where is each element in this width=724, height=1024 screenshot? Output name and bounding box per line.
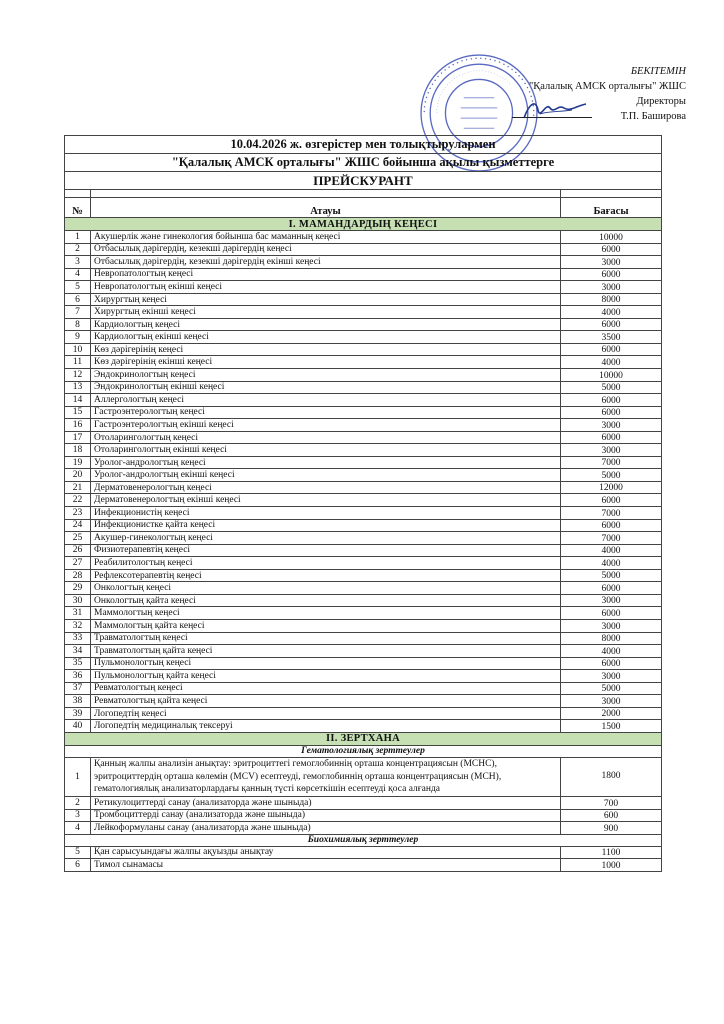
service-price: 1500 bbox=[561, 720, 662, 733]
row-number: 19 bbox=[65, 456, 91, 469]
service-name: Травматологтың кеңесі bbox=[91, 632, 561, 645]
section-specialist-consultations-title: I. МАМАНДАРДЫҢ КЕҢЕСІ bbox=[65, 218, 662, 231]
svg-text:• • • • • • • • • • • • • • •: • • • • • • • • • • • • • • • • • • • • • • • • • • • • • • • • • • • • • bbox=[422, 56, 536, 117]
subsection-biochemistry bbox=[65, 834, 662, 846]
service-price: 6000 bbox=[561, 243, 662, 256]
table-row bbox=[65, 720, 662, 733]
section-specialist-consultations bbox=[65, 218, 662, 231]
service-name: Гастроэнтерологтың екінші кеңесі bbox=[91, 419, 561, 432]
service-price: 1800 bbox=[561, 757, 662, 796]
service-price: 6000 bbox=[561, 343, 662, 356]
table-row bbox=[65, 431, 662, 444]
table-row bbox=[65, 519, 662, 532]
service-price: 3500 bbox=[561, 331, 662, 344]
service-price: 900 bbox=[561, 822, 662, 835]
service-name: Кардиологтың кеңесі bbox=[91, 318, 561, 331]
table-row bbox=[65, 544, 662, 557]
table-row bbox=[65, 619, 662, 632]
row-number: 4 bbox=[65, 822, 91, 835]
service-name: Логопедтің кеңесі bbox=[91, 707, 561, 720]
table-row bbox=[65, 796, 662, 809]
service-name: Логопедтің медициналық тексеруі bbox=[91, 720, 561, 733]
row-number: 36 bbox=[65, 670, 91, 683]
service-name: Отбасылық дәрігердің, кезекші дәрігердің кеңесі bbox=[91, 243, 561, 256]
row-number: 21 bbox=[65, 481, 91, 494]
service-name: Ретикулоциттерді санау (анализаторда және шыныда) bbox=[91, 796, 561, 809]
service-name: Кардиологтың екінші кеңесі bbox=[91, 331, 561, 344]
service-price: 6000 bbox=[561, 406, 662, 419]
table-row bbox=[65, 306, 662, 319]
row-number: 39 bbox=[65, 707, 91, 720]
row-number: 27 bbox=[65, 557, 91, 570]
service-price: 6000 bbox=[561, 318, 662, 331]
service-name: Маммологтың қайта кеңесі bbox=[91, 619, 561, 632]
service-price: 6000 bbox=[561, 607, 662, 620]
subsection-hematology bbox=[65, 745, 662, 757]
service-name: Инфекционистің кеңесі bbox=[91, 507, 561, 520]
service-name: Онкологтың кеңесі bbox=[91, 582, 561, 595]
signature bbox=[520, 96, 590, 124]
table-row bbox=[65, 645, 662, 658]
service-name: Инфекционистке қайта кеңесі bbox=[91, 519, 561, 532]
row-number: 14 bbox=[65, 394, 91, 407]
row-number: 37 bbox=[65, 682, 91, 695]
service-price: 6000 bbox=[561, 494, 662, 507]
table-row bbox=[65, 394, 662, 407]
service-price: 4000 bbox=[561, 544, 662, 557]
service-name: Уролог-андрологтың екінші кеңесі bbox=[91, 469, 561, 482]
row-number: 17 bbox=[65, 431, 91, 444]
row-number: 7 bbox=[65, 306, 91, 319]
row-number: 16 bbox=[65, 419, 91, 432]
service-name: Акушер-гинекологтың кеңесі bbox=[91, 532, 561, 545]
service-price: 1000 bbox=[561, 859, 662, 872]
service-name: Рефлексотерапевтің кеңесі bbox=[91, 569, 561, 582]
row-number: 30 bbox=[65, 594, 91, 607]
table-row bbox=[65, 356, 662, 369]
service-price: 4000 bbox=[561, 356, 662, 369]
service-price: 2000 bbox=[561, 707, 662, 720]
service-name: Реабилитологтың кеңесі bbox=[91, 557, 561, 570]
row-number: 29 bbox=[65, 582, 91, 595]
table-row bbox=[65, 481, 662, 494]
table-row bbox=[65, 822, 662, 835]
table-row bbox=[65, 331, 662, 344]
service-name: Дерматовенерологтың кеңесі bbox=[91, 481, 561, 494]
service-price: 3000 bbox=[561, 256, 662, 269]
approval-heading: БЕКІТЕМІН bbox=[630, 66, 686, 77]
service-price: 4000 bbox=[561, 306, 662, 319]
spacer-cell bbox=[561, 190, 662, 198]
table-row bbox=[65, 281, 662, 294]
row-number: 24 bbox=[65, 519, 91, 532]
table-row bbox=[65, 695, 662, 708]
table-row bbox=[65, 859, 662, 872]
subsection-biochemistry-title: Биохимиялық зерттеулер bbox=[65, 834, 662, 846]
row-number: 4 bbox=[65, 268, 91, 281]
table-row bbox=[65, 757, 662, 796]
service-name: Уролог-андрологтың кеңесі bbox=[91, 456, 561, 469]
service-name: Хирургтың екінші кеңесі bbox=[91, 306, 561, 319]
service-name: Пульмонологтың кеңесі bbox=[91, 657, 561, 670]
service-name: Акушерлік және гинекология бойынша бас маманның кеңесі bbox=[91, 231, 561, 244]
document-subtitle: "Қалалық АМСК орталығы" ЖШС бойынша ақылы қызметтерге bbox=[65, 154, 662, 172]
table-row bbox=[65, 657, 662, 670]
spacer-cell bbox=[91, 190, 561, 198]
service-price: 8000 bbox=[561, 632, 662, 645]
price-list-table bbox=[64, 135, 662, 872]
row-number: 23 bbox=[65, 507, 91, 520]
service-name: Маммологтың кеңесі bbox=[91, 607, 561, 620]
row-number: 22 bbox=[65, 494, 91, 507]
row-number: 32 bbox=[65, 619, 91, 632]
service-price: 5000 bbox=[561, 469, 662, 482]
table-row bbox=[65, 369, 662, 382]
service-price: 3000 bbox=[561, 419, 662, 432]
service-price: 6000 bbox=[561, 582, 662, 595]
table-row bbox=[65, 846, 662, 859]
service-name: Отоларингологтың екінші кеңесі bbox=[91, 444, 561, 457]
approval-organization: "Қалалық АМСК орталығы" ЖШС bbox=[528, 81, 686, 92]
service-price: 5000 bbox=[561, 682, 662, 695]
table-row bbox=[65, 268, 662, 281]
service-price: 4000 bbox=[561, 557, 662, 570]
row-number: 25 bbox=[65, 532, 91, 545]
table-row bbox=[65, 231, 662, 244]
service-name: Тимол сынамасы bbox=[91, 859, 561, 872]
document-title: ПРЕЙСКУРАНТ bbox=[65, 172, 662, 190]
table-row bbox=[65, 469, 662, 482]
row-number: 9 bbox=[65, 331, 91, 344]
table-row bbox=[65, 632, 662, 645]
row-number: 33 bbox=[65, 632, 91, 645]
row-number: 10 bbox=[65, 343, 91, 356]
row-number: 11 bbox=[65, 356, 91, 369]
service-price: 1100 bbox=[561, 846, 662, 859]
service-name: Ревматологтың қайта кеңесі bbox=[91, 695, 561, 708]
service-price: 10000 bbox=[561, 369, 662, 382]
service-name: Невропатологтың кеңесі bbox=[91, 268, 561, 281]
row-number: 1 bbox=[65, 231, 91, 244]
row-number: 18 bbox=[65, 444, 91, 457]
service-name: Травматологтың қайта кеңесі bbox=[91, 645, 561, 658]
document-date-title: 10.04.2026 ж. өзгерістер мен толықтырулармен bbox=[65, 136, 662, 154]
service-name: Онкологтың қайта кеңесі bbox=[91, 594, 561, 607]
table-row bbox=[65, 419, 662, 432]
subsection-hematology-title: Гематологиялық зерттеулер bbox=[65, 745, 662, 757]
service-price: 3000 bbox=[561, 281, 662, 294]
table-row bbox=[65, 406, 662, 419]
row-number: 13 bbox=[65, 381, 91, 394]
row-number: 6 bbox=[65, 293, 91, 306]
row-number: 34 bbox=[65, 645, 91, 658]
row-number: 6 bbox=[65, 859, 91, 872]
spacer-cell bbox=[65, 190, 91, 198]
service-name: Эндокринологтың кеңесі bbox=[91, 369, 561, 382]
row-number: 38 bbox=[65, 695, 91, 708]
row-number: 26 bbox=[65, 544, 91, 557]
service-name: Гастроэнтерологтың кеңесі bbox=[91, 406, 561, 419]
svg-text:· · · · · · · · · · · · · · ·: · · · · · · · · · · · · · · · · · · · · · · · · · · · · · · · · · · bbox=[435, 69, 512, 114]
row-number: 12 bbox=[65, 369, 91, 382]
row-number: 3 bbox=[65, 256, 91, 269]
column-header-name: Атауы bbox=[91, 198, 561, 218]
table-row bbox=[65, 532, 662, 545]
row-number: 15 bbox=[65, 406, 91, 419]
row-number: 2 bbox=[65, 243, 91, 256]
approval-position: Директоры bbox=[636, 96, 686, 107]
table-row bbox=[65, 707, 662, 720]
service-name: Пульмонологтың қайта кеңесі bbox=[91, 670, 561, 683]
service-price: 5000 bbox=[561, 569, 662, 582]
row-number: 20 bbox=[65, 469, 91, 482]
service-price: 6000 bbox=[561, 394, 662, 407]
table-row bbox=[65, 607, 662, 620]
service-name: Ревматологтың кеңесі bbox=[91, 682, 561, 695]
table-row bbox=[65, 670, 662, 683]
section-laboratory bbox=[65, 732, 662, 745]
row-number: 31 bbox=[65, 607, 91, 620]
row-number: 40 bbox=[65, 720, 91, 733]
service-price: 7000 bbox=[561, 532, 662, 545]
service-price: 700 bbox=[561, 796, 662, 809]
table-row bbox=[65, 582, 662, 595]
column-header-price: Бағасы bbox=[561, 198, 662, 218]
table-row bbox=[65, 682, 662, 695]
service-name: Физиотерапевтің кеңесі bbox=[91, 544, 561, 557]
row-number: 5 bbox=[65, 846, 91, 859]
service-price: 6000 bbox=[561, 519, 662, 532]
table-row bbox=[65, 557, 662, 570]
service-name: Хирургтың кеңесі bbox=[91, 293, 561, 306]
service-price: 6000 bbox=[561, 268, 662, 281]
row-number: 3 bbox=[65, 809, 91, 822]
service-price: 3000 bbox=[561, 619, 662, 632]
service-price: 8000 bbox=[561, 293, 662, 306]
table-row bbox=[65, 594, 662, 607]
service-name: Лейкоформуланы санау (анализаторда және шыныда) bbox=[91, 822, 561, 835]
row-number: 35 bbox=[65, 657, 91, 670]
service-name: Қан сарысуындағы жалпы ақуызды анықтау bbox=[91, 846, 561, 859]
table-row bbox=[65, 318, 662, 331]
service-price: 6000 bbox=[561, 657, 662, 670]
table-row bbox=[65, 243, 662, 256]
service-price: 3000 bbox=[561, 695, 662, 708]
table-row bbox=[65, 569, 662, 582]
service-price: 7000 bbox=[561, 507, 662, 520]
service-name: Отбасылық дәрігердің, кезекші дәрігердің екінші кеңесі bbox=[91, 256, 561, 269]
approval-name: Т.П. Баширова bbox=[620, 111, 686, 122]
row-number: 28 bbox=[65, 569, 91, 582]
service-price: 3000 bbox=[561, 444, 662, 457]
table-row bbox=[65, 293, 662, 306]
table-row bbox=[65, 494, 662, 507]
row-number: 2 bbox=[65, 796, 91, 809]
service-name: Аллергологтың кеңесі bbox=[91, 394, 561, 407]
service-price: 3000 bbox=[561, 594, 662, 607]
service-price: 600 bbox=[561, 809, 662, 822]
service-name: Көз дәрігерінің кеңесі bbox=[91, 343, 561, 356]
row-number: 1 bbox=[65, 757, 91, 796]
service-price: 5000 bbox=[561, 381, 662, 394]
table-row bbox=[65, 343, 662, 356]
signature-line bbox=[512, 117, 592, 118]
service-price: 12000 bbox=[561, 481, 662, 494]
table-row bbox=[65, 456, 662, 469]
service-name: Эндокринологтың екінші кеңесі bbox=[91, 381, 561, 394]
service-price: 10000 bbox=[561, 231, 662, 244]
service-name: Көз дәрігерінің екінші кеңесі bbox=[91, 356, 561, 369]
section-laboratory-title: II. ЗЕРТХАНА bbox=[65, 732, 662, 745]
table-row bbox=[65, 381, 662, 394]
row-number: 5 bbox=[65, 281, 91, 294]
service-name: Отоларингологтың кеңесі bbox=[91, 431, 561, 444]
table-row bbox=[65, 444, 662, 457]
table-row bbox=[65, 256, 662, 269]
service-price: 3000 bbox=[561, 670, 662, 683]
row-number: 8 bbox=[65, 318, 91, 331]
service-price: 4000 bbox=[561, 645, 662, 658]
service-name: Қанның жалпы анализін анықтау: эритроциттегі гемоглобиннің орташа концентрациясын (МСНС), эритроциттердің орташа көлемін (MCV) есептеуді, гемоглобиннің орташа концентрациясын (МСН), гематологиялық анализаторлардағы қанның түсті көрсеткішін есептеуді қоса алғанда bbox=[91, 757, 561, 796]
service-name: Невропатологтың екінші кеңесі bbox=[91, 281, 561, 294]
service-price: 7000 bbox=[561, 456, 662, 469]
column-header-number: № bbox=[65, 198, 91, 218]
service-name: Тромбоциттерді санау (анализаторда және шыныда) bbox=[91, 809, 561, 822]
table-row bbox=[65, 507, 662, 520]
service-name: Дерматовенерологтың екінші кеңесі bbox=[91, 494, 561, 507]
table-row bbox=[65, 809, 662, 822]
service-price: 6000 bbox=[561, 431, 662, 444]
